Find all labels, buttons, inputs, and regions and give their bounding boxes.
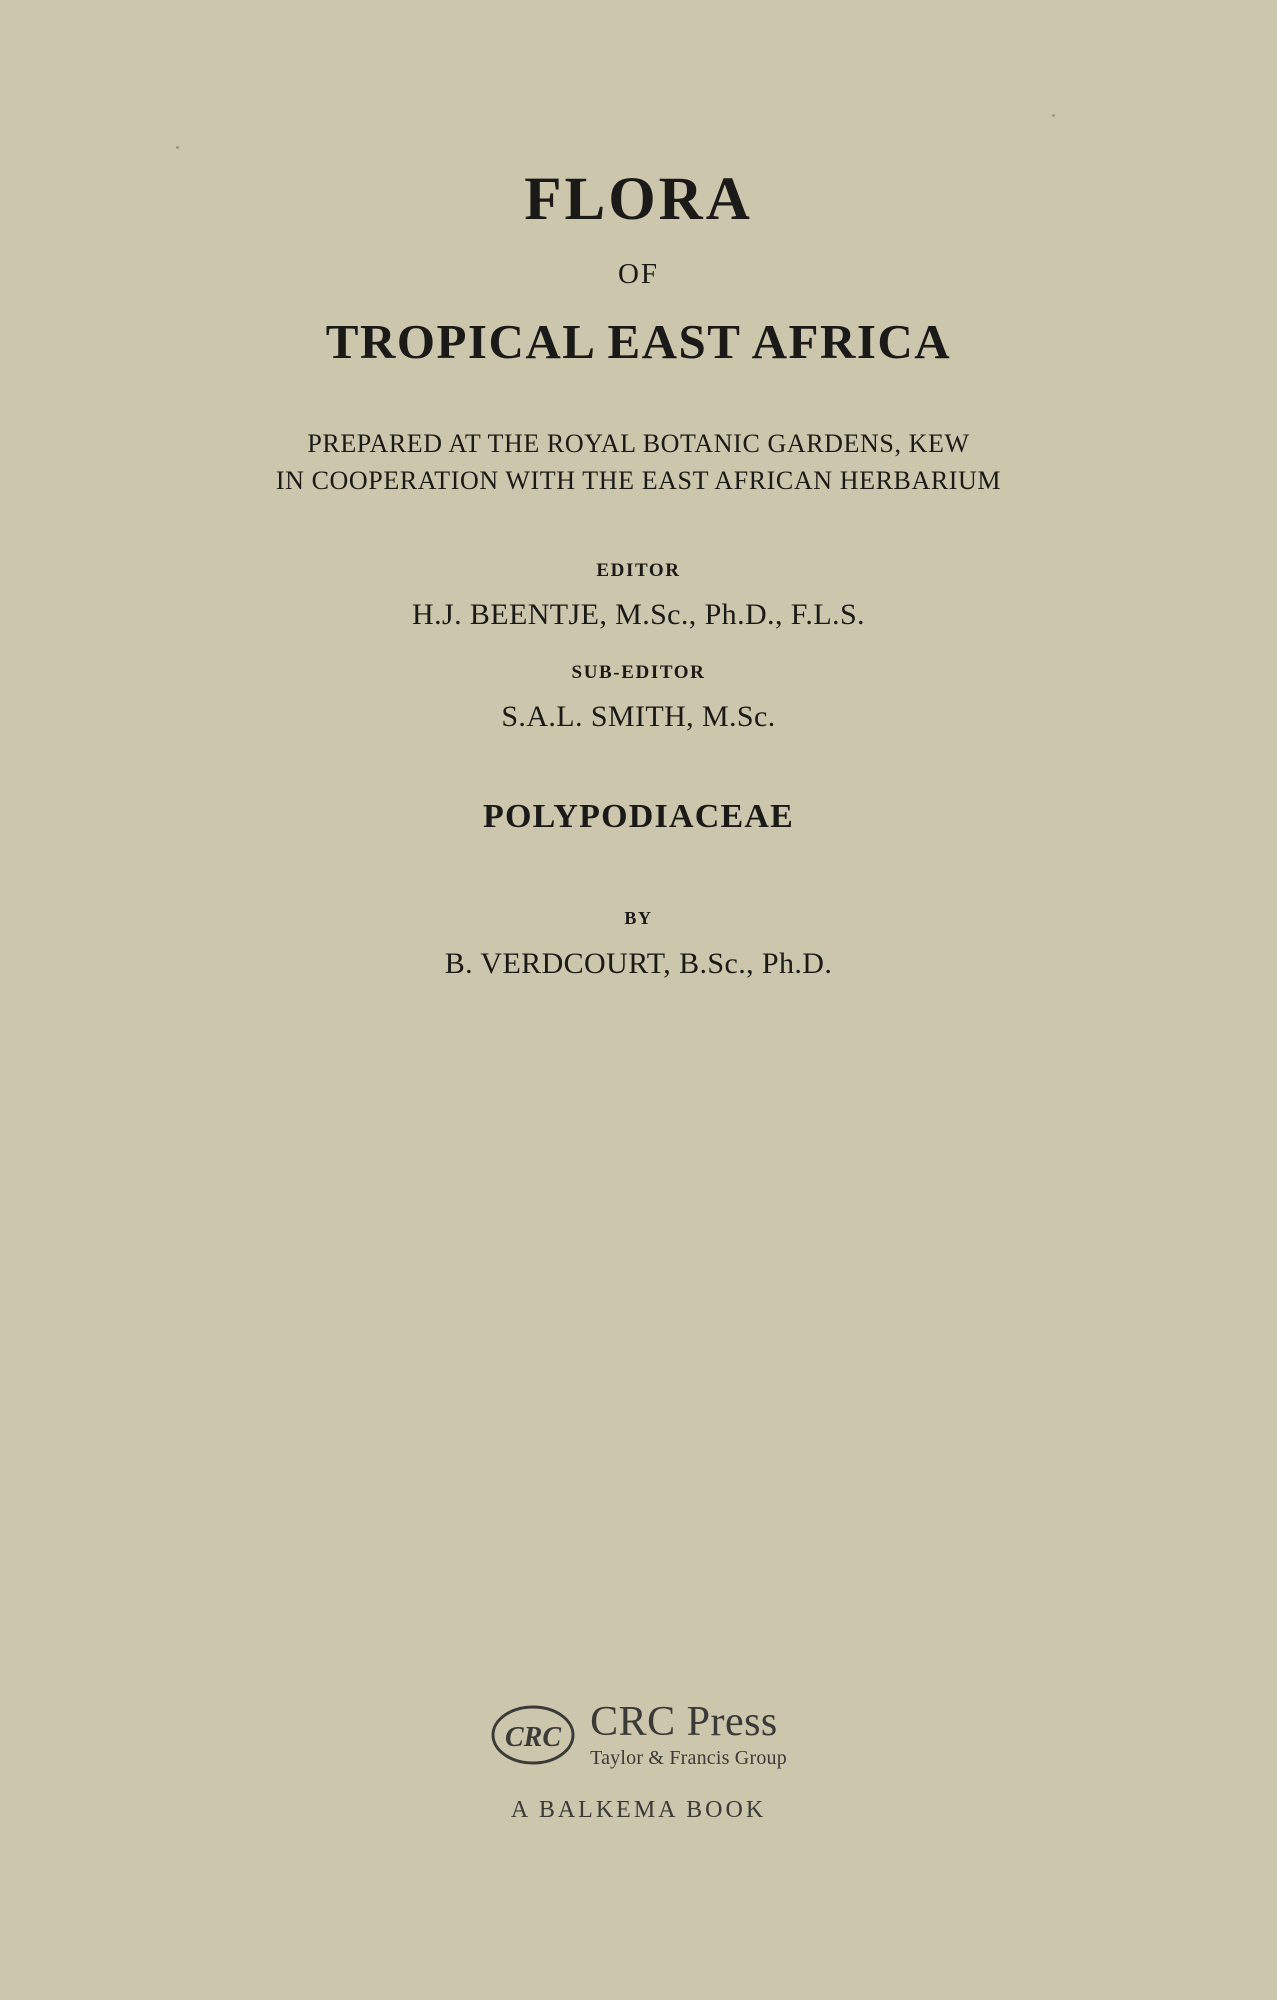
plant-family-title: POLYPODIACEAE — [483, 797, 794, 835]
subeditor-label: SUB-EDITOR — [571, 661, 706, 683]
publisher-group: Taylor & Francis Group — [590, 1747, 787, 1770]
preparation-note-line1: PREPARED AT THE ROYAL BOTANIC GARDENS, KEW — [307, 429, 970, 459]
publisher-imprint: A BALKEMA BOOK — [510, 1797, 767, 1824]
crc-logo-icon — [490, 1703, 576, 1767]
editor-name: H.J. BEENTJE, M.Sc., Ph.D., F.L.S. — [412, 597, 865, 631]
preparation-note-line2: IN COOPERATION WITH THE EAST AFRICAN HERBARIUM — [275, 465, 1002, 495]
page-title: FLORA — [524, 166, 753, 233]
publisher-name: CRC Press — [590, 1699, 778, 1745]
title-connector: OF — [617, 258, 660, 291]
publisher-block — [0, 1700, 1277, 1824]
registration-mark-left — [176, 146, 179, 149]
author-label: BY — [624, 907, 653, 928]
editor-label: EDITOR — [596, 559, 681, 581]
author-name: B. VERDCOURT, B.Sc., Ph.D. — [444, 946, 833, 980]
subeditor-name: S.A.L. SMITH, M.Sc. — [501, 699, 776, 733]
preparation-note — [0, 426, 1277, 500]
registration-mark-right — [1052, 114, 1055, 117]
svg-text:CRC: CRC — [505, 1721, 562, 1753]
title-block — [0, 168, 1277, 981]
publisher-names — [590, 1700, 787, 1769]
publisher-logo-row — [0, 1700, 1277, 1769]
title-subtitle: TROPICAL EAST AFRICA — [325, 314, 952, 370]
